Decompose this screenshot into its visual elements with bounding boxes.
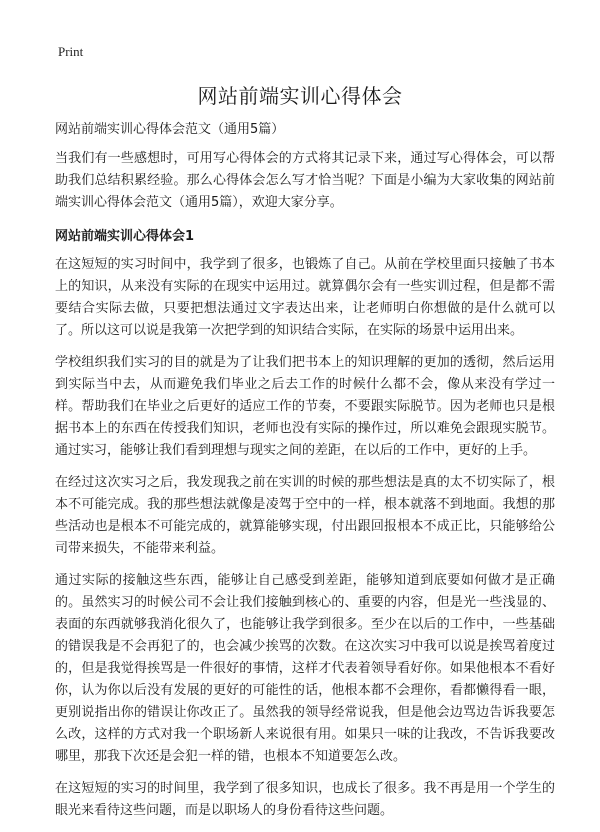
print-link[interactable]: Print — [58, 44, 84, 59]
body-paragraph: 在这短短的实习时间中，我学到了很多，也锻炼了自己。从前在学校里面只接触了书本上的知识，从来没有实际的在现实中运用过。就算偶尔会有一些实训过程，但是都不需要结合实际去做，只要把想法通过文字表达出来，让老师明白你想做的是什么就可以了。所以这可以说是我第一次把学到的知识结合实际，在实际的场景中运用出来。 — [55, 257, 555, 338]
intro-paragraph: 当我们有一些感想时，可用写心得体会的方式将其记录下来，通过写心得体会，可以帮助我们总结积累经验。那么心得体会怎么写才恰当呢？下面是小编为大家收集的网站前端实训心得体会范文（通用5篇），欢迎大家分享。 — [55, 151, 555, 210]
body-paragraph: 通过实际的接触这些东西，能够让自己感受到差距，能够知道到底要如何做才是正确的。虽然实习的时候公司不会让我们接触到核心的、重要的内容，但是光一些浅显的、表面的东西就够我消化很久了，也能够让我学到很多。至少在以后的工作中，一些基础的错误我是不会再犯了的，也会减少挨骂的次数。在这次实习中我可以说是挨骂着度过的，但是我觉得挨骂是一件很好的事情，这样才代表着领导看好你。如果他根本不看好你，认为你以后没有发展的更好的可能性的话，他根本都不会理你，看都懒得看一眼，更别说指出你的错误让你改正了。虽然我的领导经常说我，但是他会边骂边告诉我要怎么改，这样的方式对我一个职场新人来说很有用。如果只一味的让我改，不告诉我要改哪里，那我下次还是会犯一样的错，也根本不知道要怎么改。 — [55, 573, 555, 764]
section-heading: 网站前端实训心得体会1 — [55, 229, 195, 244]
document-body — [55, 119, 555, 832]
page-title: 网站前端实训心得体会 — [197, 84, 403, 108]
body-paragraph: 学校组织我们实习的目的就是为了让我们把书本上的知识理解的更加的透彻，然后运用到实际当中去，从而避免我们毕业之后去工作的时候什么都不会，像从来没有学过一样。帮助我们在毕业之后更好的适应工作的节奏，不要跟实际脱节。因为老师也只是根据书本上的东西在传授我们知识，老师也没有实际的操作过，所以难免会跟现实脱节。通过实习，能够让我们看到理想与现实之间的差距，在以后的工作中，更好的上手。 — [55, 355, 555, 458]
body-paragraph: 在经过这次实习之后，我发现我之前在实训的时候的那些想法是真的太不切实际了，根本不可能完成。我的那些想法就像是凌驾于空中的一样，根本就落不到地面。我想的那些活动也是根本不可能完成的，就算能够实现，付出跟回报根本不成正比，只能够给公司带来损失，不能带来利益。 — [55, 475, 555, 556]
body-paragraph: 在这短短的实习的时间里，我学到了很多知识，也成长了很多。我不再是用一个学生的眼光来看待这些问题，而是以职场人的身份看待这些问题。 — [55, 781, 555, 818]
document-subtitle: 网站前端实训心得体会范文（通用5篇） — [55, 122, 285, 137]
